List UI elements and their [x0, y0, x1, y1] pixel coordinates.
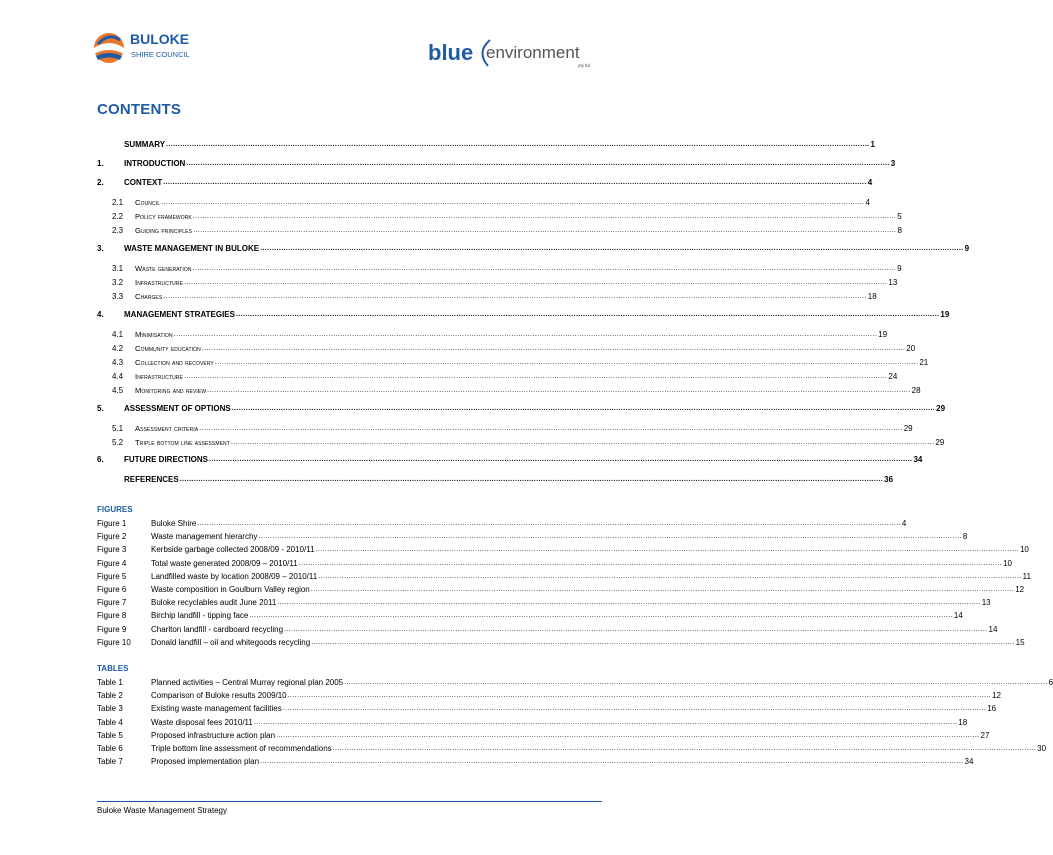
figure-leader-dots: ............................................................................................................................................................................................................................................................................................................: [277, 599, 981, 607]
toc-leader-dots: ............................................................................................................................................................................................................................................................................................................: [193, 227, 897, 234]
figure-label: Figure 7: [97, 598, 127, 608]
toc-entry[interactable]: [97, 263, 902, 275]
toc-entry-page: 36: [884, 475, 894, 484]
toc-entry-title: Waste generation: [135, 264, 192, 273]
toc-entry[interactable]: [97, 139, 875, 151]
toc-leader-dots: ............................................................................................................................................................................................................................................................................................................: [201, 345, 906, 352]
toc-entry-number: 3.2: [112, 278, 124, 287]
buloke-shire-council-logo: [92, 24, 202, 70]
figure-entry[interactable]: [97, 597, 991, 608]
toc-leader-dots: ............................................................................................................................................................................................................................................................................................................: [199, 425, 903, 432]
table-entry[interactable]: [97, 717, 968, 728]
tables-heading: TABLES: [97, 664, 129, 673]
toc-entry-title: Guiding principles: [135, 226, 193, 235]
toc-entry-page: 8: [897, 226, 902, 235]
toc-entry-title: Infrastructure: [135, 278, 183, 287]
toc-leader-dots: ............................................................................................................................................................................................................................................................................................................: [235, 311, 940, 318]
figure-page: 14: [988, 624, 998, 634]
toc-entry-page: 1: [870, 140, 875, 149]
figure-label: Figure 4: [97, 558, 127, 568]
figure-entry[interactable]: [97, 637, 1025, 648]
toc-entry-title: MANAGEMENT STRATEGIES: [124, 310, 235, 319]
toc-entry-number: 2.1: [112, 198, 124, 207]
toc-entry-title: Triple bottom line assessment: [135, 438, 230, 447]
toc-entry-page: 4: [865, 198, 870, 207]
figure-entry[interactable]: [97, 531, 968, 542]
toc-entry-title: WASTE MANAGEMENT IN BULOKE: [124, 244, 260, 253]
table-page: 18: [958, 717, 968, 727]
toc-entry-page: 29: [935, 438, 945, 447]
toc-entry[interactable]: [97, 385, 921, 397]
toc-entry[interactable]: [97, 177, 873, 189]
figure-label: Figure 1: [97, 519, 127, 528]
toc-entry-number: 4.: [97, 310, 104, 319]
figure-entry[interactable]: [97, 610, 963, 621]
figure-label: Figure 8: [97, 611, 127, 621]
toc-leader-dots: ............................................................................................................................................................................................................................................................................................................: [192, 265, 897, 272]
toc-entry-number: 3.: [97, 244, 104, 253]
toc-leader-dots: ............................................................................................................................................................................................................................................................................................................: [163, 293, 867, 300]
toc-entry-page: 29: [903, 424, 913, 433]
toc-entry-number: 5.2: [112, 438, 124, 447]
toc-leader-dots: ............................................................................................................................................................................................................................................................................................................: [207, 387, 911, 394]
figure-label: Figure 6: [97, 585, 127, 594]
table-title: Proposed infrastructure action plan: [151, 730, 276, 740]
toc-leader-dots: ............................................................................................................................................................................................................................................................................................................: [163, 179, 867, 186]
table-page: 27: [980, 730, 990, 740]
toc-entry-title: Minimisation: [135, 330, 173, 339]
table-title: Comparison of Buloke results 2009/10: [151, 691, 287, 701]
figure-title: Birchip landfill - tipping face: [151, 611, 249, 621]
toc-entry-title: Infrastructure: [135, 372, 183, 381]
toc-entry-number: 2.3: [112, 226, 124, 235]
table-label: Table 6: [97, 744, 123, 753]
figure-title: Total waste generated 2008/09 – 2010/11: [151, 558, 298, 568]
figure-page: 13: [981, 598, 991, 608]
figure-page: 4: [901, 519, 907, 528]
table-title: Planned activities – Central Murray regional plan 2005: [151, 678, 344, 687]
toc-leader-dots: ............................................................................................................................................................................................................................................................................................................: [166, 141, 870, 148]
figure-page: 11: [1022, 571, 1031, 581]
figure-leader-dots: ............................................................................................................................................................................................................................................................................................................: [298, 559, 1003, 567]
toc-entry-title: INTRODUCTION: [124, 159, 186, 168]
toc-entry-number: 4.5: [112, 386, 124, 395]
table-leader-dots: ............................................................................................................................................................................................................................................................................................................: [253, 718, 958, 726]
table-label: Table 5: [97, 730, 123, 740]
toc-entry-number: 4.2: [112, 344, 124, 353]
toc-entry-page: 9: [897, 264, 902, 273]
figure-title: Charlton landfill - cardboard recycling: [151, 624, 284, 634]
consultant-logo-sub: pty ltd: [578, 63, 591, 68]
toc-entry[interactable]: [97, 403, 946, 415]
toc-entry-page: 3: [890, 159, 896, 168]
table-entry[interactable]: [97, 677, 1053, 688]
toc-entry-number: 6.: [97, 455, 104, 464]
figure-leader-dots: ............................................................................................................................................................................................................................................................................................................: [258, 533, 962, 541]
figure-leader-dots: ............................................................................................................................................................................................................................................................................................................: [315, 546, 1019, 554]
toc-entry-page: 13: [888, 278, 898, 287]
toc-leader-dots: ............................................................................................................................................................................................................................................................................................................: [183, 373, 888, 380]
figure-label: Figure 10: [97, 637, 131, 647]
table-page: 6: [1048, 678, 1053, 687]
toc-entry-title: Policy framework: [135, 212, 192, 221]
toc-leader-dots: ............................................................................................................................................................................................................................................................................................................: [230, 439, 935, 446]
toc-entry-number: 5.: [97, 404, 104, 413]
toc-entry[interactable]: [97, 243, 970, 255]
toc-entry-page: 18: [867, 292, 877, 301]
figure-label: Figure 5: [97, 571, 127, 581]
toc-entry-number: 4.4: [112, 372, 124, 381]
toc-entry-number: 5.1: [112, 424, 124, 433]
figure-entry[interactable]: [97, 624, 998, 635]
toc-leader-dots: ............................................................................................................................................................................................................................................................................................................: [209, 456, 913, 463]
toc-leader-dots: ............................................................................................................................................................................................................................................................................................................: [192, 213, 897, 220]
consultant-logo-main: blue: [428, 40, 474, 65]
table-entry[interactable]: [97, 730, 990, 741]
figure-entry[interactable]: [97, 558, 1012, 569]
toc-entry[interactable]: [97, 197, 870, 209]
figure-page: 8: [962, 532, 968, 542]
toc-entry-number: 3.1: [112, 264, 124, 273]
toc-entry-title: Charges: [135, 292, 163, 301]
table-label: Table 7: [97, 757, 123, 767]
toc-leader-dots: ............................................................................................................................................................................................................................................................................................................: [183, 279, 888, 286]
table-leader-dots: ............................................................................................................................................................................................................................................................................................................: [282, 705, 987, 713]
toc-entry-title: Assessment criteria: [135, 424, 199, 433]
table-title: Proposed implementation plan: [151, 757, 260, 767]
toc-entry[interactable]: [97, 309, 950, 321]
toc-entry-title: SUMMARY: [124, 140, 166, 149]
figure-title: Buloke recyclables audit June 2011: [151, 598, 277, 608]
figure-page: 12: [1015, 585, 1025, 594]
toc-leader-dots: ............................................................................................................................................................................................................................................................................................................: [161, 199, 865, 206]
figure-leader-dots: ............................................................................................................................................................................................................................................................................................................: [197, 520, 901, 527]
table-entry[interactable]: [97, 703, 997, 714]
toc-entry-page: 21: [919, 358, 929, 367]
table-leader-dots: ............................................................................................................................................................................................................................................................................................................: [344, 679, 1048, 686]
figures-heading: FIGURES: [97, 505, 133, 514]
toc-entry-title: CONTEXT: [124, 178, 163, 187]
toc-entry[interactable]: [97, 437, 945, 449]
toc-leader-dots: ............................................................................................................................................................................................................................................................................................................: [186, 160, 890, 167]
figure-entry[interactable]: [97, 544, 1029, 555]
table-leader-dots: ............................................................................................................................................................................................................................................................................................................: [276, 731, 980, 739]
table-page: 16: [987, 704, 997, 714]
table-entry[interactable]: [97, 690, 1001, 701]
footer-text: Buloke Waste Management Strategy: [97, 806, 227, 815]
council-logo-line1: BULOKE: [130, 31, 190, 47]
table-title: Existing waste management facilities: [151, 704, 282, 714]
toc-entry[interactable]: [97, 343, 916, 355]
figure-label: Figure 3: [97, 545, 127, 555]
blue-environment-logo: [428, 36, 608, 70]
toc-entry[interactable]: [97, 158, 896, 170]
toc-entry[interactable]: [97, 357, 929, 369]
toc-entry-title: Monitoring and review: [135, 386, 207, 395]
table-page: 12: [992, 691, 1001, 701]
figure-leader-dots: ............................................................................................................................................................................................................................................................................................................: [284, 625, 988, 633]
table-label: Table 4: [97, 717, 123, 727]
toc-entry-page: 19: [940, 310, 950, 319]
toc-entry[interactable]: [97, 211, 902, 223]
table-page: 34: [964, 757, 974, 767]
contents-title: CONTENTS: [97, 101, 182, 118]
toc-entry[interactable]: [97, 371, 898, 383]
toc-entry-page: 5: [897, 212, 902, 221]
toc-entry-number: 1.: [97, 159, 104, 168]
toc-entry[interactable]: [97, 474, 894, 486]
table-entry[interactable]: [97, 756, 974, 767]
figure-title: Buloke Shire: [151, 519, 197, 528]
table-title: Waste disposal fees 2010/11: [151, 717, 253, 727]
figure-leader-dots: ............................................................................................................................................................................................................................................................................................................: [311, 638, 1015, 646]
toc-entry-page: 34: [913, 455, 923, 464]
toc-entry-title: Community education: [135, 344, 201, 353]
toc-entry-number: 2.: [97, 178, 104, 187]
figure-leader-dots: ............................................................................................................................................................................................................................................................................................................: [318, 572, 1022, 580]
toc-entry-number: 3.3: [112, 292, 124, 301]
toc-leader-dots: ............................................................................................................................................................................................................................................................................................................: [260, 245, 964, 252]
toc-entry-page: 29: [936, 404, 946, 413]
toc-entry-page: 9: [964, 244, 970, 253]
figure-entry[interactable]: [97, 518, 907, 529]
figure-page: 14: [953, 611, 963, 621]
figure-title: Waste composition in Goulburn Valley region: [151, 585, 310, 594]
table-label: Table 3: [97, 704, 123, 714]
figure-title: Landfilled waste by location 2008/09 – 2010/11: [151, 571, 318, 581]
table-leader-dots: ............................................................................................................................................................................................................................................................................................................: [332, 745, 1037, 752]
figure-entry[interactable]: [97, 571, 1031, 582]
toc-entry[interactable]: [97, 225, 902, 237]
toc-entry-number: 4.1: [112, 330, 124, 339]
toc-entry[interactable]: [97, 329, 888, 341]
table-label: Table 1: [97, 678, 123, 687]
toc-entry-page: 20: [906, 344, 916, 353]
figure-title: Kerbside garbage collected 2008/09 - 2010/11: [151, 545, 315, 555]
toc-entry-page: 24: [888, 372, 898, 381]
toc-entry[interactable]: [97, 277, 898, 289]
figure-page: 10: [1003, 558, 1012, 568]
council-logo-line2: SHIRE COUNCIL: [131, 50, 190, 59]
table-leader-dots: ............................................................................................................................................................................................................................................................................................................: [260, 758, 964, 766]
toc-entry-title: FUTURE DIRECTIONS: [124, 455, 208, 464]
figure-title: Donald landfill – oil and whitegoods recycling: [151, 637, 311, 647]
figure-label: Figure 2: [97, 532, 127, 542]
table-entry[interactable]: [97, 743, 1047, 754]
figure-leader-dots: ............................................................................................................................................................................................................................................................................................................: [310, 586, 1015, 593]
consultant-logo-word: environment: [486, 43, 580, 62]
toc-entry-number: 4.3: [112, 358, 124, 367]
figure-title: Waste management hierarchy: [151, 532, 258, 542]
figure-page: 15: [1015, 637, 1025, 647]
figure-leader-dots: ............................................................................................................................................................................................................................................................................................................: [249, 612, 953, 620]
toc-entry[interactable]: [97, 423, 913, 435]
table-title: Triple bottom line assessment of recommendations: [151, 744, 332, 753]
toc-leader-dots: ............................................................................................................................................................................................................................................................................................................: [214, 359, 919, 366]
toc-entry-page: 28: [911, 386, 921, 395]
table-page: 30: [1037, 744, 1047, 753]
toc-entry[interactable]: [97, 291, 877, 303]
toc-entry-title: REFERENCES: [124, 475, 179, 484]
toc-entry-title: Council: [135, 198, 161, 207]
toc-leader-dots: ............................................................................................................................................................................................................................................................................................................: [179, 476, 884, 483]
toc-entry-title: ASSESSMENT OF OPTIONS: [124, 404, 231, 413]
toc-entry-page: 4: [867, 178, 873, 187]
figure-page: 10: [1019, 545, 1029, 555]
toc-entry-page: 19: [878, 330, 888, 339]
table-label: Table 2: [97, 691, 123, 701]
table-leader-dots: ............................................................................................................................................................................................................................................................................................................: [287, 692, 992, 700]
toc-leader-dots: ............................................................................................................................................................................................................................................................................................................: [231, 405, 936, 412]
footer-rule: [97, 801, 602, 802]
toc-entry[interactable]: [97, 454, 923, 466]
figure-label: Figure 9: [97, 624, 127, 634]
figure-entry[interactable]: [97, 584, 1025, 595]
toc-entry-title: Collection and recovery: [135, 358, 214, 367]
toc-leader-dots: ............................................................................................................................................................................................................................................................................................................: [173, 331, 878, 338]
toc-entry-number: 2.2: [112, 212, 124, 221]
